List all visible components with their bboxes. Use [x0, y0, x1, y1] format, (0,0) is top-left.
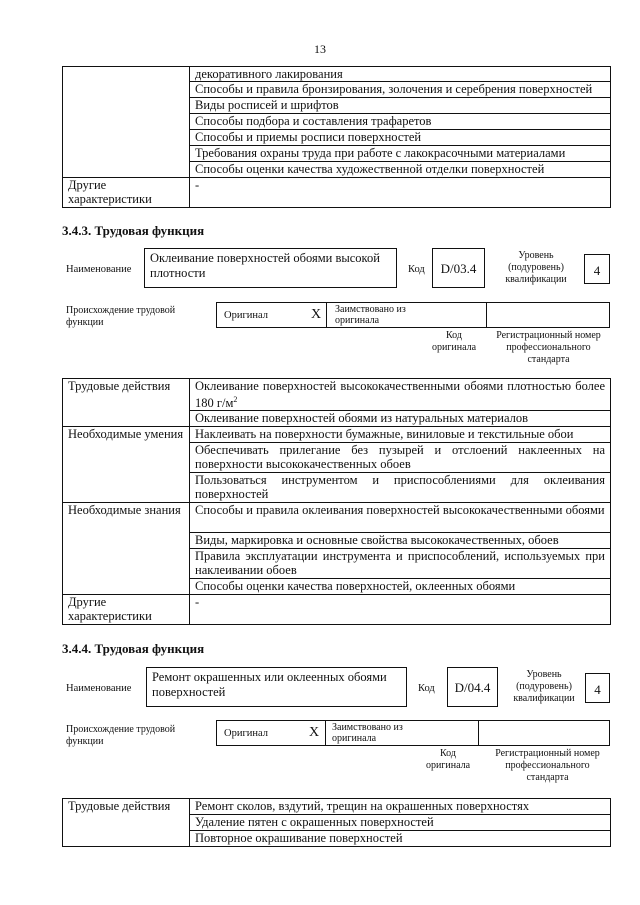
- top-table-row: Способы и приемы росписи поверхностей: [190, 130, 611, 146]
- name-label: Наименование: [66, 683, 132, 694]
- level-label: Уровень (подуровень) квалификации: [513, 669, 575, 704]
- code-original-label: Код оригинала: [425, 748, 471, 771]
- page-number: 13: [314, 42, 326, 56]
- knowledge-item: Правила эксплуатации инструмента и приспособлений, используемых при наклеивании обоев: [190, 549, 611, 579]
- borrowed-label: Заимствовано из оригинала: [332, 722, 403, 744]
- function-name: Ремонт окрашенных или оклеенных обоями поверхностей: [152, 670, 387, 699]
- origin-label: Происхождение трудовой функции: [66, 724, 176, 747]
- top-table-row: Требования охраны труда при работе с лакокрасочными материалами: [190, 146, 611, 162]
- other-characteristics-label: Другие характеристики: [63, 178, 190, 208]
- code-label: Код: [408, 264, 425, 275]
- name-label: Наименование: [66, 264, 132, 275]
- level-value-box: [584, 254, 610, 284]
- qualification-level: 4: [593, 263, 601, 278]
- knowledge-item: Способы и правила оклеивания поверхностей высококачественными обоями: [190, 503, 611, 533]
- labor-action: Ремонт сколов, вздутий, трещин на окрашенных поверхностях: [190, 799, 611, 815]
- section-heading-344: 3.4.4. Трудовая функция: [62, 641, 205, 656]
- original-label: Оригинал: [224, 310, 268, 321]
- section-343-table: [62, 378, 611, 625]
- original-mark: X: [311, 307, 322, 322]
- code-original-label: Код оригинала: [431, 330, 477, 353]
- skill-item: Наклеивать на поверхности бумажные, виниловые и текстильные обои: [190, 427, 611, 443]
- other-characteristics-label: Другие характеристики: [63, 595, 190, 625]
- original-mark: X: [309, 725, 320, 740]
- other-characteristics-value: -: [190, 595, 611, 625]
- top-table: [62, 66, 611, 208]
- origin-box: [216, 720, 610, 746]
- origin-box: [216, 302, 610, 328]
- section-heading-343: 3.4.3. Трудовая функция: [62, 223, 205, 238]
- skill-item: Пользоваться инструментом и приспособлениями для оклеивания поверхностей: [190, 473, 611, 503]
- origin-label: Происхождение трудовой функции: [66, 305, 176, 328]
- other-characteristics-value: -: [190, 178, 611, 208]
- labor-action: Оклеивание поверхностей обоями из натуральных материалов: [190, 411, 611, 427]
- qualification-level: 4: [594, 682, 601, 697]
- name-value-box: [144, 248, 397, 288]
- original-label: Оригинал: [224, 728, 268, 739]
- registration-number-label: Регистрационный номер профессионального стандарта: [495, 748, 600, 783]
- code-value-box: [447, 667, 498, 707]
- function-code: D/03.4: [440, 261, 477, 276]
- registration-number-label: Регистрационный номер профессионального стандарта: [496, 330, 601, 365]
- level-label: Уровень (подуровень) квалификации: [505, 250, 567, 285]
- function-code: D/04.4: [454, 680, 491, 695]
- function-name: Оклеивание поверхностей обоями высокой плотности: [150, 251, 380, 280]
- knowledge-item: Виды, маркировка и основные свойства высококачественных, обоев: [190, 533, 611, 549]
- code-label: Код: [418, 683, 435, 694]
- level-value-box: [585, 673, 610, 703]
- top-table-row: Способы и правила бронзирования, золочения и серебрения поверхностей: [190, 82, 611, 98]
- borrowed-label: Заимствовано из оригинала: [335, 304, 406, 326]
- top-table-row: Способы оценки качества художественной отделки поверхностей: [190, 162, 611, 178]
- skill-item: Обеспечивать прилегание без пузырей и отслоений наклеенных на поверхности высококачественных обоев: [190, 443, 611, 473]
- top-table-row: Виды росписей и шрифтов: [190, 98, 611, 114]
- code-value-box: [432, 248, 485, 288]
- section-344-table: [62, 798, 611, 847]
- skills-label: Необходимые умения: [63, 427, 190, 503]
- knowledge-item: Способы оценки качества поверхностей, оклеенных обоями: [190, 579, 611, 595]
- top-table-row: Способы подбора и составления трафаретов: [190, 114, 611, 130]
- labor-action: Удаление пятен с окрашенных поверхностей: [190, 815, 611, 831]
- name-value-box: [146, 667, 407, 707]
- top-table-row: декоративного лакирования: [190, 67, 611, 82]
- labor-action: Оклеивание поверхностей высококачественными обоями плотностью более 180 $г/м^2$: [190, 379, 611, 411]
- knowledge-label: Необходимые знания: [63, 503, 190, 595]
- labor-actions-label: Трудовые действия: [63, 799, 190, 847]
- labor-actions-label: Трудовые действия: [63, 379, 190, 427]
- labor-action: Повторное окрашивание поверхностей: [190, 831, 611, 847]
